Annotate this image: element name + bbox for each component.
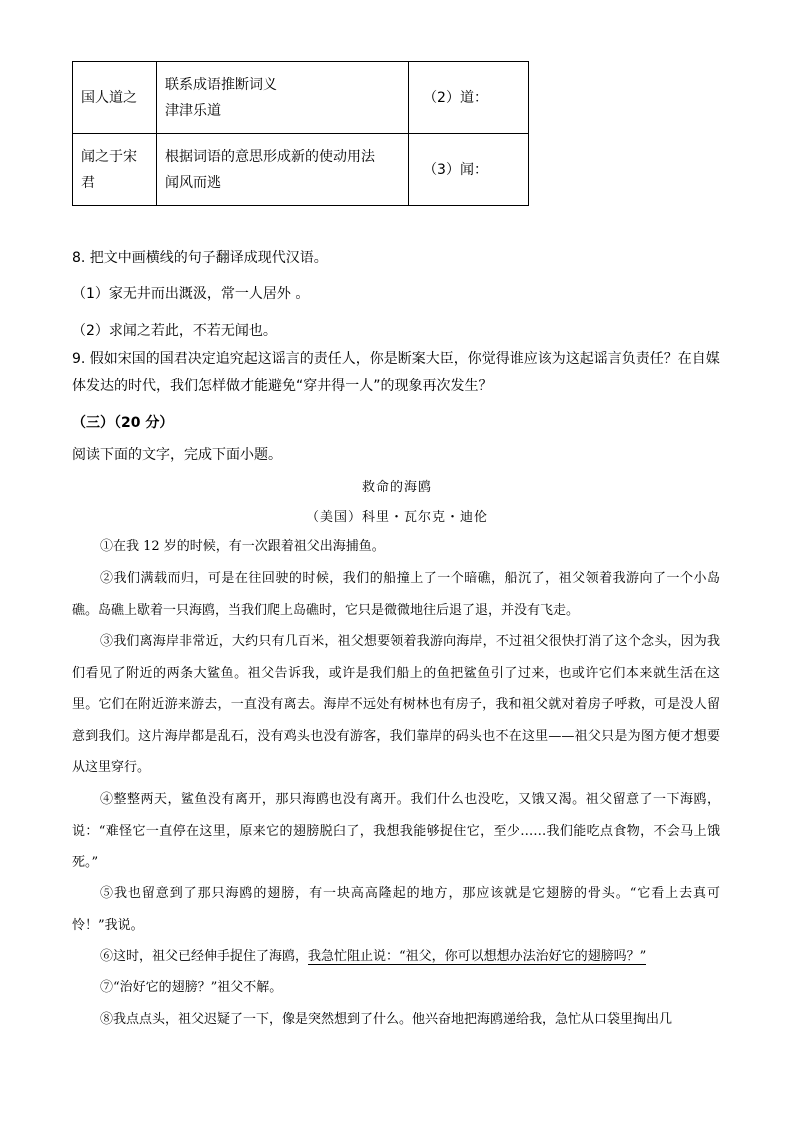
article-author: （美国）科里・瓦尔克・迪伦 bbox=[305, 510, 488, 525]
underlined-sentence: 我急忙阻止说：“祖父，你可以想想办法治好它的翅膀吗？” bbox=[308, 949, 647, 964]
paragraph-4: ④整整两天，鲨鱼没有离开，那只海鸥也没有离开。我们什么也没吃，又饿又渴。祖父留意了一下海鸥，说：“难怪它一直停在这里，原来它的翅膀脱臼了，我想我能够捉住它，至少……我们能吃点食物，不会马上饿死。” bbox=[72, 792, 720, 870]
table-cell-answer: （3）闻： bbox=[409, 134, 529, 206]
question-8-sentence-2: （2）求闻之若此，不若无闻也。 bbox=[72, 323, 277, 339]
paragraph-6-lead: ⑥这时，祖父已经伸手捉住了海鸥， bbox=[100, 949, 309, 964]
table-cell-method bbox=[157, 62, 409, 134]
table-row bbox=[73, 62, 529, 134]
example-idiom: 闻风而逃 bbox=[165, 174, 222, 191]
paragraph-5: ⑤我也留意到了那只海鸥的翅膀，有一块高高隆起的地方，那应该就是它翅膀的骨头。“它看上去真可怜！”我说。 bbox=[72, 886, 720, 933]
paragraph-3: ③我们离海岸非常近，大约只有几百米，祖父想要领着我游向海岸，不过祖父很快打消了这个念头，因为我们看见了附近的两条大鲨鱼。祖父告诉我，或许是我们船上的鱼把鲨鱼引了过来，也或许它们本来就生活在这里。它们在附近游来游去，一直没有离去。海岸不远处有树林也有房子，我和祖父就对着房子呼救，可是没人留意到我们。这片海岸都是乱石，没有鸡头也没有游客，我们靠岸的码头也不在这里——祖父只是为图方便才想要从这里穿行。 bbox=[72, 634, 720, 775]
article-title: 救命的海鸥 bbox=[361, 480, 432, 495]
question-8-sentence-1: （1）家无井而出溉汲，常一人居外 。 bbox=[72, 286, 310, 302]
method-text: 联系成语推断词义 bbox=[165, 76, 278, 93]
table-cell-word: 国人道之 bbox=[73, 62, 157, 134]
method-text: 根据词语的意思形成新的使动用法 bbox=[165, 148, 376, 165]
table-cell-method bbox=[157, 134, 409, 206]
table-cell-word: 闻之于宋君 bbox=[73, 134, 157, 206]
paragraph-8: ⑧我点点头，祖父迟疑了一下，像是突然想到了什么。他兴奋地把海鸥递给我，急忙从口袋里掏出几 bbox=[100, 1012, 673, 1027]
question-9: 9. 假如宋国的国君决定追究起这谣言的责任人，你是断案大臣，你觉得谁应该为这起谣言负责任？在自媒体发达的时代，我们怎样做才能避免“穿井得一人”的现象再次发生？ bbox=[72, 351, 720, 394]
table-row bbox=[73, 134, 529, 206]
section-3-heading: （三）（20 分） bbox=[72, 415, 174, 431]
question-8-stem: 8. 把文中画横线的句子翻译成现代汉语。 bbox=[72, 250, 328, 266]
section-3-instruction: 阅读下面的文字，完成下面小题。 bbox=[72, 447, 282, 463]
table-cell-answer: （2）道： bbox=[409, 62, 529, 134]
paragraph-6 bbox=[72, 941, 720, 973]
vocabulary-table bbox=[72, 61, 529, 206]
paragraph-1: ①在我 12 岁的时候，有一次跟着祖父出海捕鱼。 bbox=[100, 539, 385, 554]
example-idiom: 津津乐道 bbox=[165, 102, 222, 119]
paragraph-7: ⑦“治好它的翅膀？”祖父不解。 bbox=[100, 980, 283, 995]
paragraph-2: ②我们满载而归，可是在往回驶的时候，我们的船撞上了一个暗礁，船沉了，祖父领着我游向了一个小岛礁。岛礁上歇着一只海鸥，当我们爬上岛礁时，它只是微微地往后退了退，并没有飞走。 bbox=[72, 571, 720, 618]
